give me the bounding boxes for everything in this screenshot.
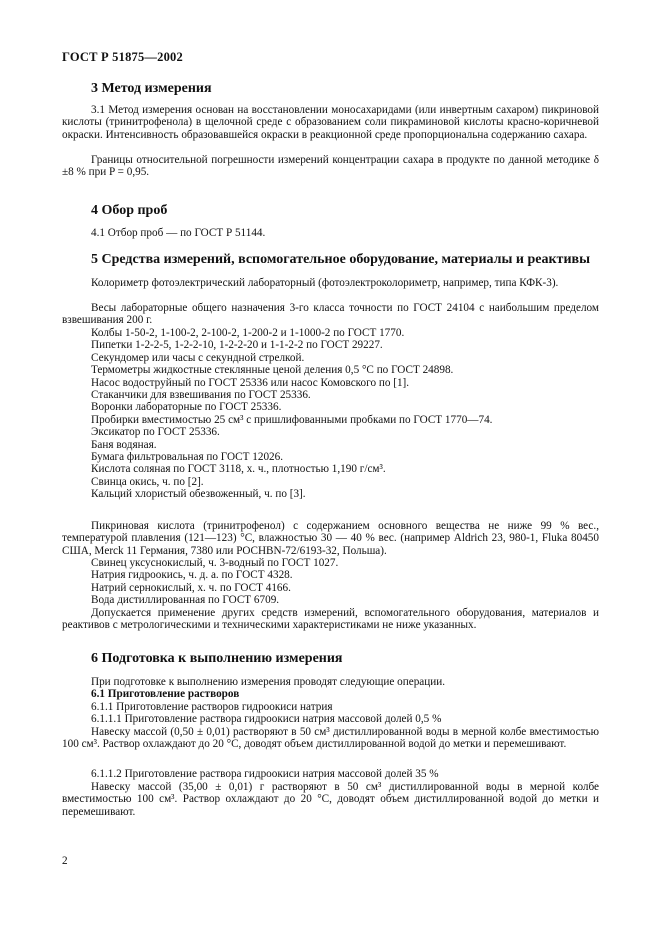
- picric-acid-paragraph: Пикриновая кислота (тринитрофенол) с содержанием основного вещества не ниже 99 % вес., температурой плавления (121—123) °С, влажностью 30 — 40 % вес. (например Aldrich 23, 980-1, Fluka 80450 США, Merck 11 Германия, 7380 или POCHBN-72/6193-32, Польша).: [62, 520, 599, 557]
- list-item: Натрий сернокислый, х. ч. по ГОСТ 4166.: [91, 581, 291, 594]
- list-item: Воронки лабораторные по ГОСТ 25336.: [91, 401, 282, 414]
- page-number: 2: [62, 855, 68, 867]
- section-4-paragraph-1: 4.1 Отбор проб — по ГОСТ Р 51144.: [91, 227, 266, 239]
- list-item: Кальций хлористый обезвоженный, ч. по [3].: [91, 488, 306, 501]
- list-item: Колбы 1-50-2, 1-100-2, 2-100-2, 1-200-2 и 1-1000-2 по ГОСТ 1770.: [91, 327, 405, 339]
- subsection-6-1-title: [62, 688, 599, 700]
- list-item: Насос водоструйный по ГОСТ 25336 или насос Комовского по [1].: [91, 376, 410, 389]
- list-item: Свинец уксуснокислый, ч. 3-водный по ГОСТ 1027.: [91, 557, 339, 569]
- list-item: Эксикатор по ГОСТ 25336.: [91, 426, 220, 439]
- list-item: Вода дистиллированная по ГОСТ 6709.: [91, 594, 280, 607]
- list-item: Свинца окись, ч. по [2].: [91, 475, 204, 488]
- equipment-list: [62, 327, 599, 501]
- subsection-6-1-1-title: 6.1.1 Приготовление растворов гидроокиси натрия: [91, 701, 333, 713]
- list-item: Натрия гидроокись, ч. д. а. по ГОСТ 4328.: [91, 569, 293, 582]
- section-3-paragraph-2: Границы относительной погрешности измерений концентрации сахара в продукте по данной методике δ ±8 % при P = 0,95.: [62, 154, 599, 179]
- reagent-list: [62, 557, 599, 607]
- list-item: Пипетки 1-2-2-5, 1-2-2-10, 1-2-2-20 и 1-1-2-2 по ГОСТ 29227.: [91, 339, 383, 352]
- subsection-6-1-1-2-text: Навеску массой (35,00 ± 0,01) г растворяют в 50 см³ дистиллированной воды в мерной колбе вместимостью 100 см³. Раствор охлаждают до 20 °С, доводят объем дистиллированной водой до метки и перемешивают.: [62, 781, 599, 818]
- list-item: Стаканчики для взвешивания по ГОСТ 25336.: [91, 389, 311, 402]
- list-item: Баня водяная.: [91, 438, 157, 451]
- list-item: Пробирки вместимостью 25 см³ с пришлифованными пробками по ГОСТ 1770—74.: [91, 413, 493, 426]
- subsection-6-1-1-2-title: 6.1.1.2 Приготовление раствора гидроокиси натрия массовой долей 35 %: [91, 768, 439, 780]
- section-6-title: 6 Подготовка к выполнению измерения: [91, 651, 343, 666]
- section-4-title: 4 Обор проб: [91, 203, 168, 218]
- list-item: Секундомер или часы с секундной стрелкой.: [91, 351, 305, 364]
- list-item: Кислота соляная по ГОСТ 3118, х. ч., плотностью 1,190 г/см³.: [91, 463, 386, 476]
- section-6-intro: При подготовке к выполнению измерения проводят следующие операции.: [91, 676, 446, 688]
- subsection-6-1-1-1-text: Навеску массой (0,50 ± 0,01) растворяют в 50 см³ дистиллированной воды в мерной колбе вместимостью 100 см³. Раствор охлаждают до 20 °С, доводят объем дистиллированной водой до метки и перемешивают.: [62, 726, 599, 751]
- scales-paragraph: Весы лабораторные общего назначения 3-го класса точности по ГОСТ 24104 с наибольшим пределом взвешивания 200 г.: [62, 302, 599, 327]
- section-3-title: 3 Метод измерения: [91, 81, 212, 96]
- document-header: ГОСТ Р 51875—2002: [62, 50, 183, 64]
- list-item: Термометры жидкостные стеклянные ценой деления 0,5 °С по ГОСТ 24898.: [91, 364, 454, 377]
- colorimeter-paragraph: Колориметр фотоэлектрический лабораторный (фотоэлектроколориметр, например, типа КФК-3).: [91, 277, 559, 289]
- subsection-6-1-1-1-title: 6.1.1.1 Приготовление раствора гидроокиси натрия массовой долей 0,5 %: [91, 713, 442, 725]
- allowed-alternatives-paragraph: Допускается применение других средств измерений, вспомогательного оборудования, материалов и реактивов с метрологическими и техническими характеристиками не ниже указанных.: [62, 607, 599, 632]
- section-3-paragraph-1: 3.1 Метод измерения основан на восстановлении моносахаридами (или инвертным сахаром) пикриновой кислоты (тринитрофенола) в щелочной среде с образованием соли пикраминовой кислоты красно-коричневой окраски. Интенсивность образовавшейся окраски в реакционной среде пропорциональна содержанию сахара.: [62, 104, 599, 141]
- section-5-title: 5 Средства измерений, вспомогательное оборудование, материалы и реактивы: [91, 252, 590, 267]
- subsection-6-1-label: 6.1 Приготовление растворов: [91, 688, 240, 700]
- list-item: Бумага фильтровальная по ГОСТ 12026.: [91, 451, 284, 464]
